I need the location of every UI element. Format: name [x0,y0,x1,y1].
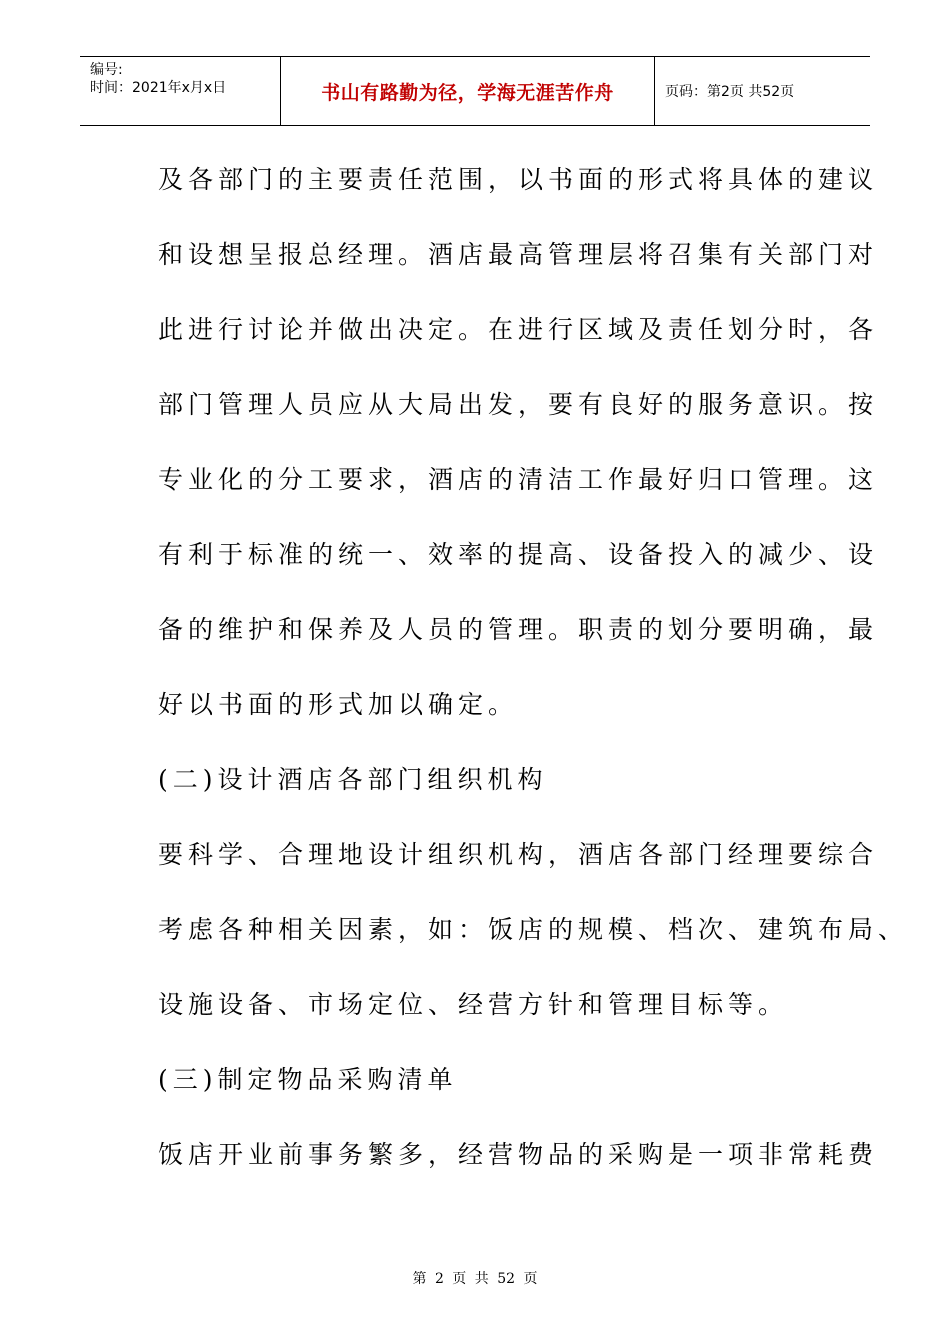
document-body [158,160,909,1210]
body-line: 有利于标准的统一、效率的提高、设备投入的减少、设 [158,540,879,569]
body-line: 备的维护和保养及人员的管理。职责的划分要明确，最 [158,615,879,644]
header-motto-cell [281,57,655,125]
body-line: 和设想呈报总经理。酒店最高管理层将召集有关部门对 [158,240,879,269]
body-line: 及各部门的主要责任范围，以书面的形式将具体的建议 [158,165,879,194]
body-line: 设施设备、市场定位、经营方针和管理目标等。 [158,990,789,1019]
page-footer: 第 2 页 共 52 页 [412,1271,538,1287]
header-motto: 书山有路勤为径，学海无涯苦作舟 [321,81,614,104]
header-page-info: 页码：第2页 共52页 [665,84,795,100]
body-line: 部门管理人员应从大局出发，要有良好的服务意识。按 [158,390,879,419]
body-line: 此进行讨论并做出决定。在进行区域及责任划分时，各 [158,315,879,344]
body-line: 饭店开业前事务繁多，经营物品的采购是一项非常耗费 [158,1140,879,1169]
section-heading: (三)制定物品采购清单 [158,1065,458,1094]
header-page-cell [655,57,870,125]
body-line: 考虑各种相关因素，如：饭店的规模、档次、建筑布局、 [158,915,909,944]
doc-number-label: 编号: [90,62,123,78]
body-line: 好以书面的形式加以确定。 [158,690,519,719]
header-meta-cell [80,57,281,125]
doc-time-label: 时间：2021年x月x日 [90,80,227,96]
section-heading: (二)设计酒店各部门组织机构 [158,765,548,794]
page-header [80,56,870,126]
body-line: 要科学、合理地设计组织机构，酒店各部门经理要综合 [158,840,879,869]
body-line: 专业化的分工要求，酒店的清洁工作最好归口管理。这 [158,465,879,494]
